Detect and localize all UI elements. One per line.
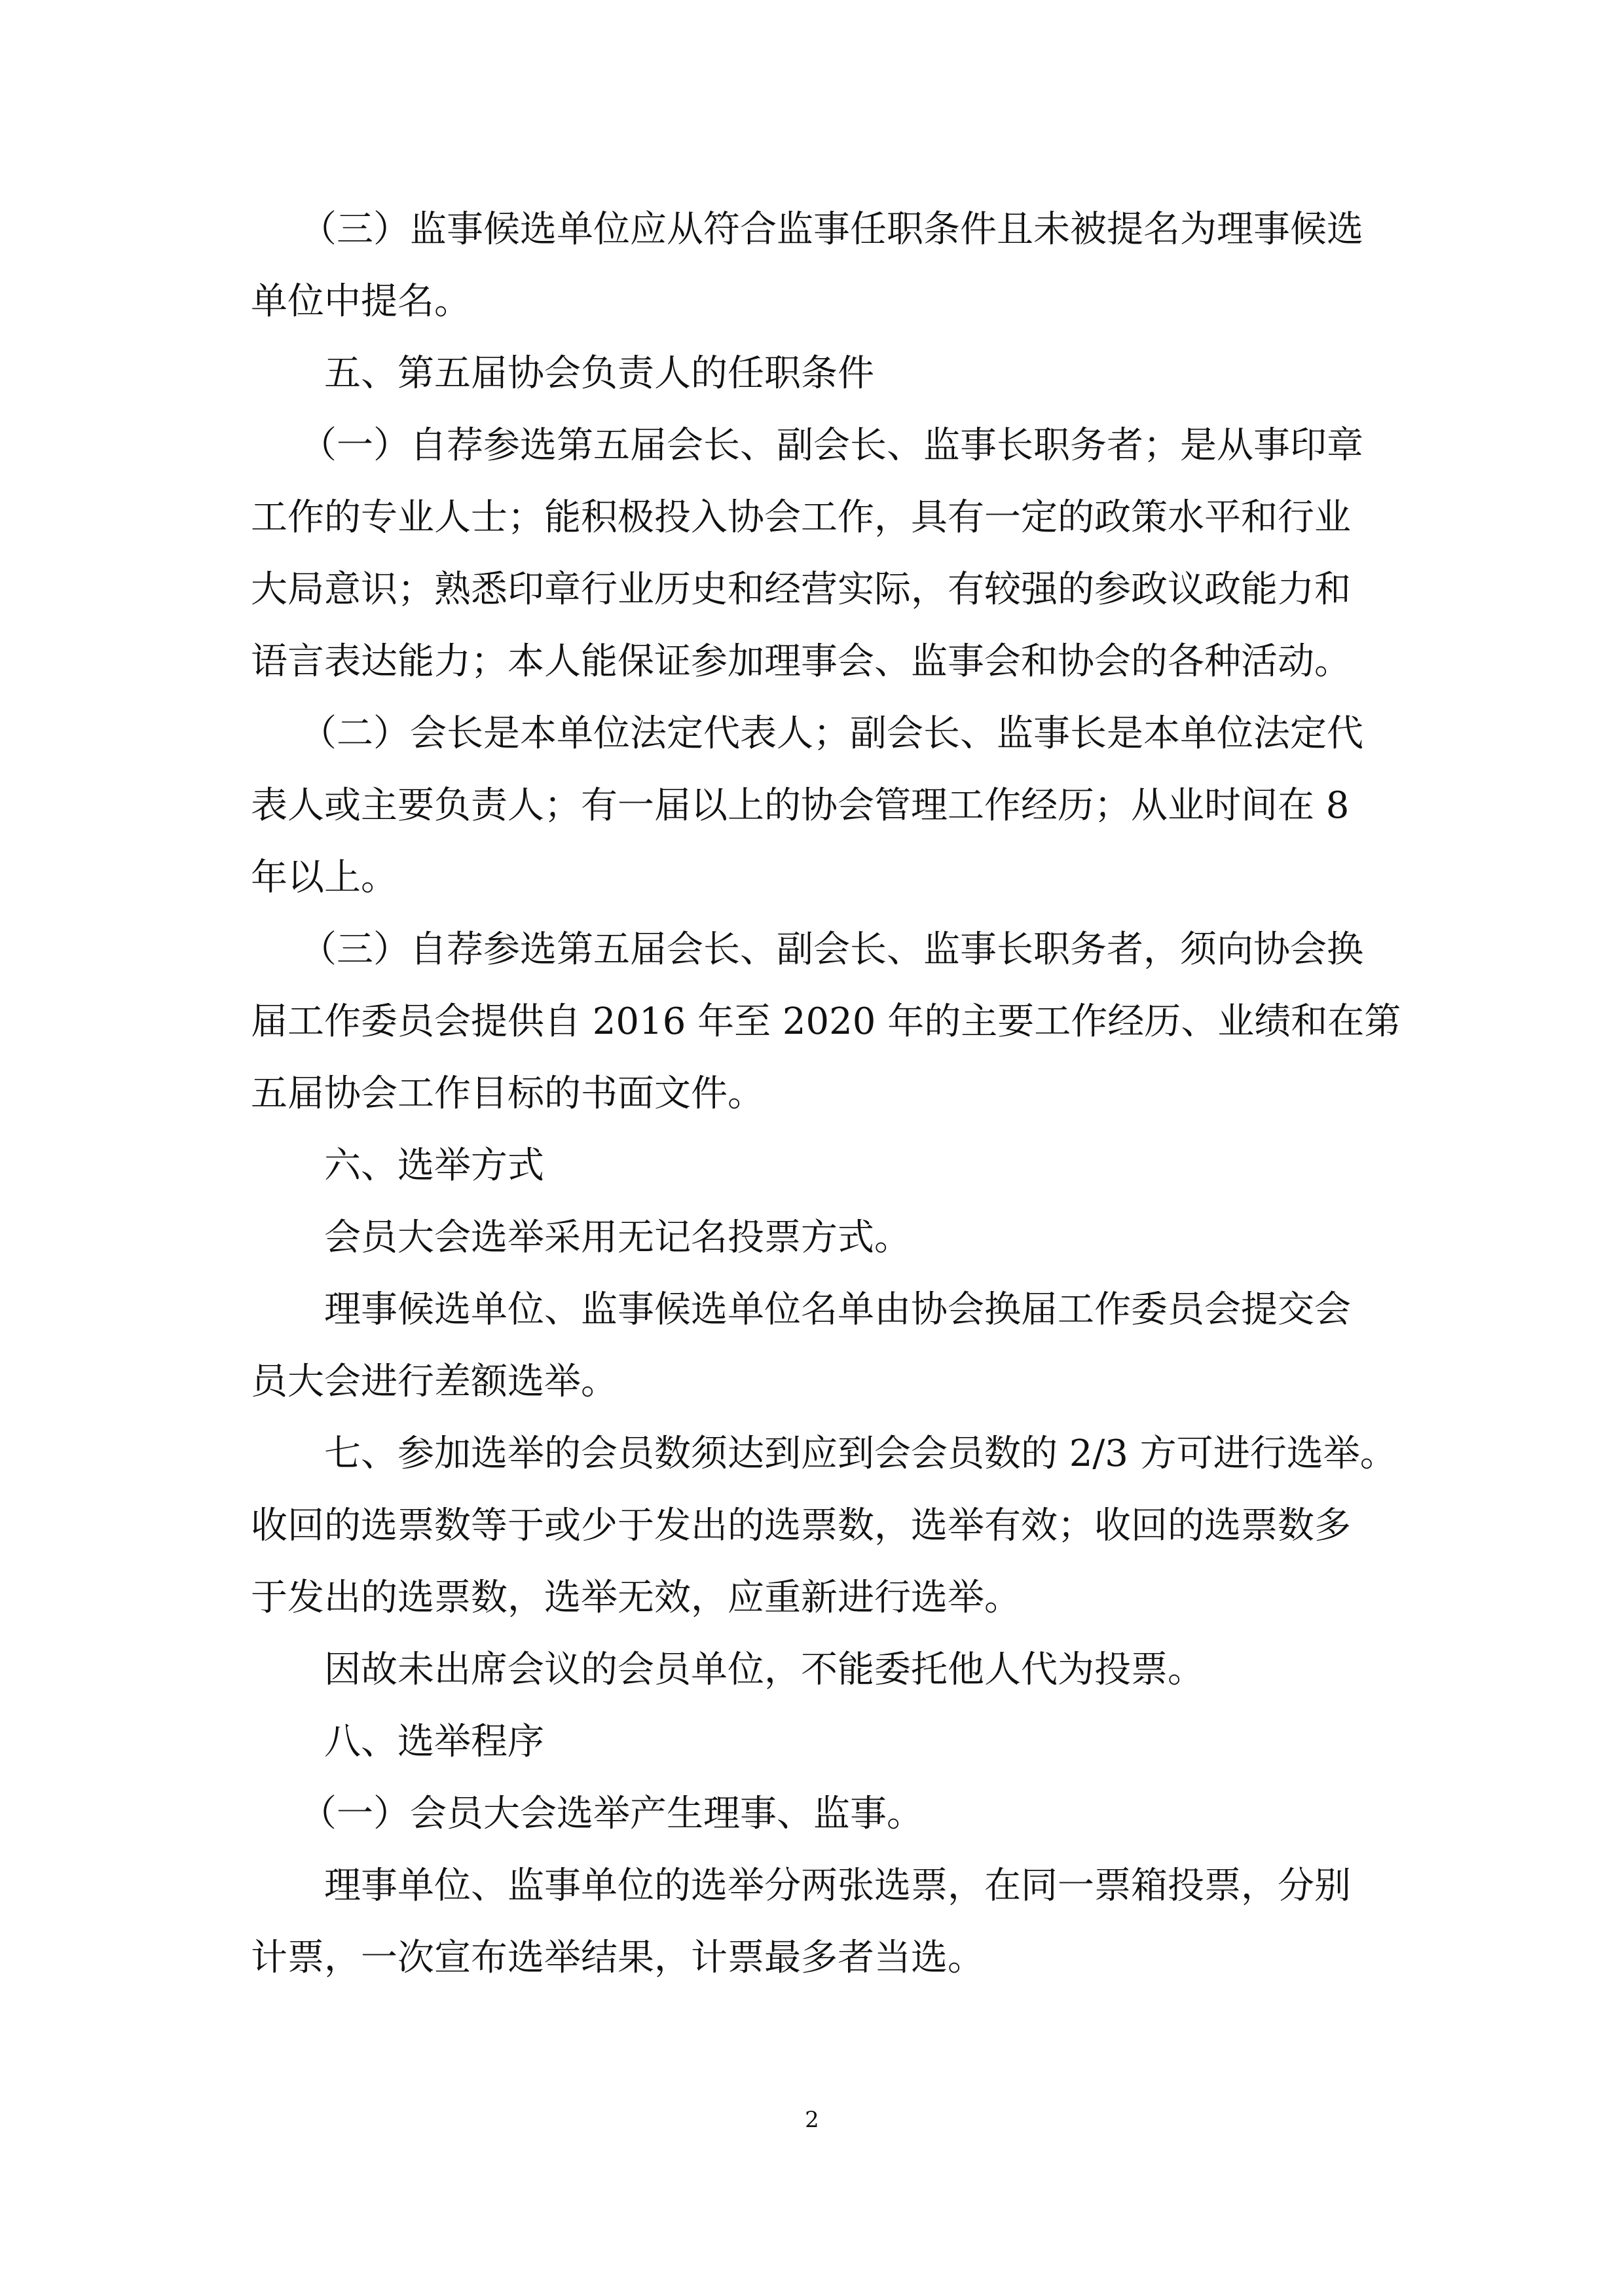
paragraph-line: 计票，一次宣布选举结果，计票最多者当选。: [251, 1937, 984, 1979]
section-heading: 八、选举程序: [324, 1721, 544, 1763]
body-text: [251, 194, 1401, 1994]
paragraph-line: （三）自荐参选第五届会长、副会长、监事长职务者，须向协会换: [300, 928, 1363, 971]
paragraph-line: 收回的选票数等于或少于发出的选票数，选举有效；收回的选票数多: [251, 1504, 1351, 1547]
paragraph-line: 因故未出席会议的会员单位，不能委托他人代为投票。: [324, 1649, 1204, 1691]
paragraph-line: 理事单位、监事单位的选举分两张选票，在同一票箱投票，分别: [324, 1865, 1351, 1907]
paragraph-line: （一）自荐参选第五届会长、副会长、监事长职务者；是从事印章: [300, 424, 1363, 467]
paragraph-line: 五届协会工作目标的书面文件。: [251, 1072, 764, 1115]
paragraph-line: 表人或主要负责人；有一届以上的协会管理工作经历；从业时间在 8: [251, 784, 1350, 827]
paragraph-line: 届工作委员会提供自 2016 年至 2020 年的主要工作经历、业绩和在第: [251, 1000, 1401, 1043]
page-number: 2: [805, 2107, 819, 2133]
paragraph-line: （三）监事候选单位应从符合监事任职条件且未被提名为理事候选: [300, 208, 1363, 251]
paragraph-line: 语言表达能力；本人能保证参加理事会、监事会和协会的各种活动。: [251, 640, 1351, 683]
paragraph-line: （二）会长是本单位法定代表人；副会长、监事长是本单位法定代: [300, 712, 1363, 755]
paragraph-line: 年以上。: [251, 856, 397, 899]
paragraph-line: 工作的专业人士；能积极投入协会工作，具有一定的政策水平和行业: [251, 496, 1351, 539]
section-heading: 七、参加选举的会员数须达到应到会会员数的 2/3 方可进行选举。: [324, 1432, 1397, 1475]
paragraph-line: 员大会进行差额选举。: [251, 1360, 618, 1403]
paragraph-line: 于发出的选票数，选举无效，应重新进行选举。: [251, 1576, 1021, 1619]
paragraph-line: 会员大会选举采用无记名投票方式。: [324, 1216, 911, 1259]
paragraph-line: （一）会员大会选举产生理事、监事。: [300, 1793, 923, 1835]
paragraph-line: 单位中提名。: [251, 280, 471, 323]
section-heading: 五、第五届协会负责人的任职条件: [324, 352, 874, 395]
paragraph-line: 理事候选单位、监事候选单位名单由协会换届工作委员会提交会: [324, 1288, 1351, 1331]
paragraph-line: 大局意识；熟悉印章行业历史和经营实际，有较强的参政议政能力和: [251, 568, 1351, 611]
section-heading: 六、选举方式: [324, 1144, 544, 1187]
